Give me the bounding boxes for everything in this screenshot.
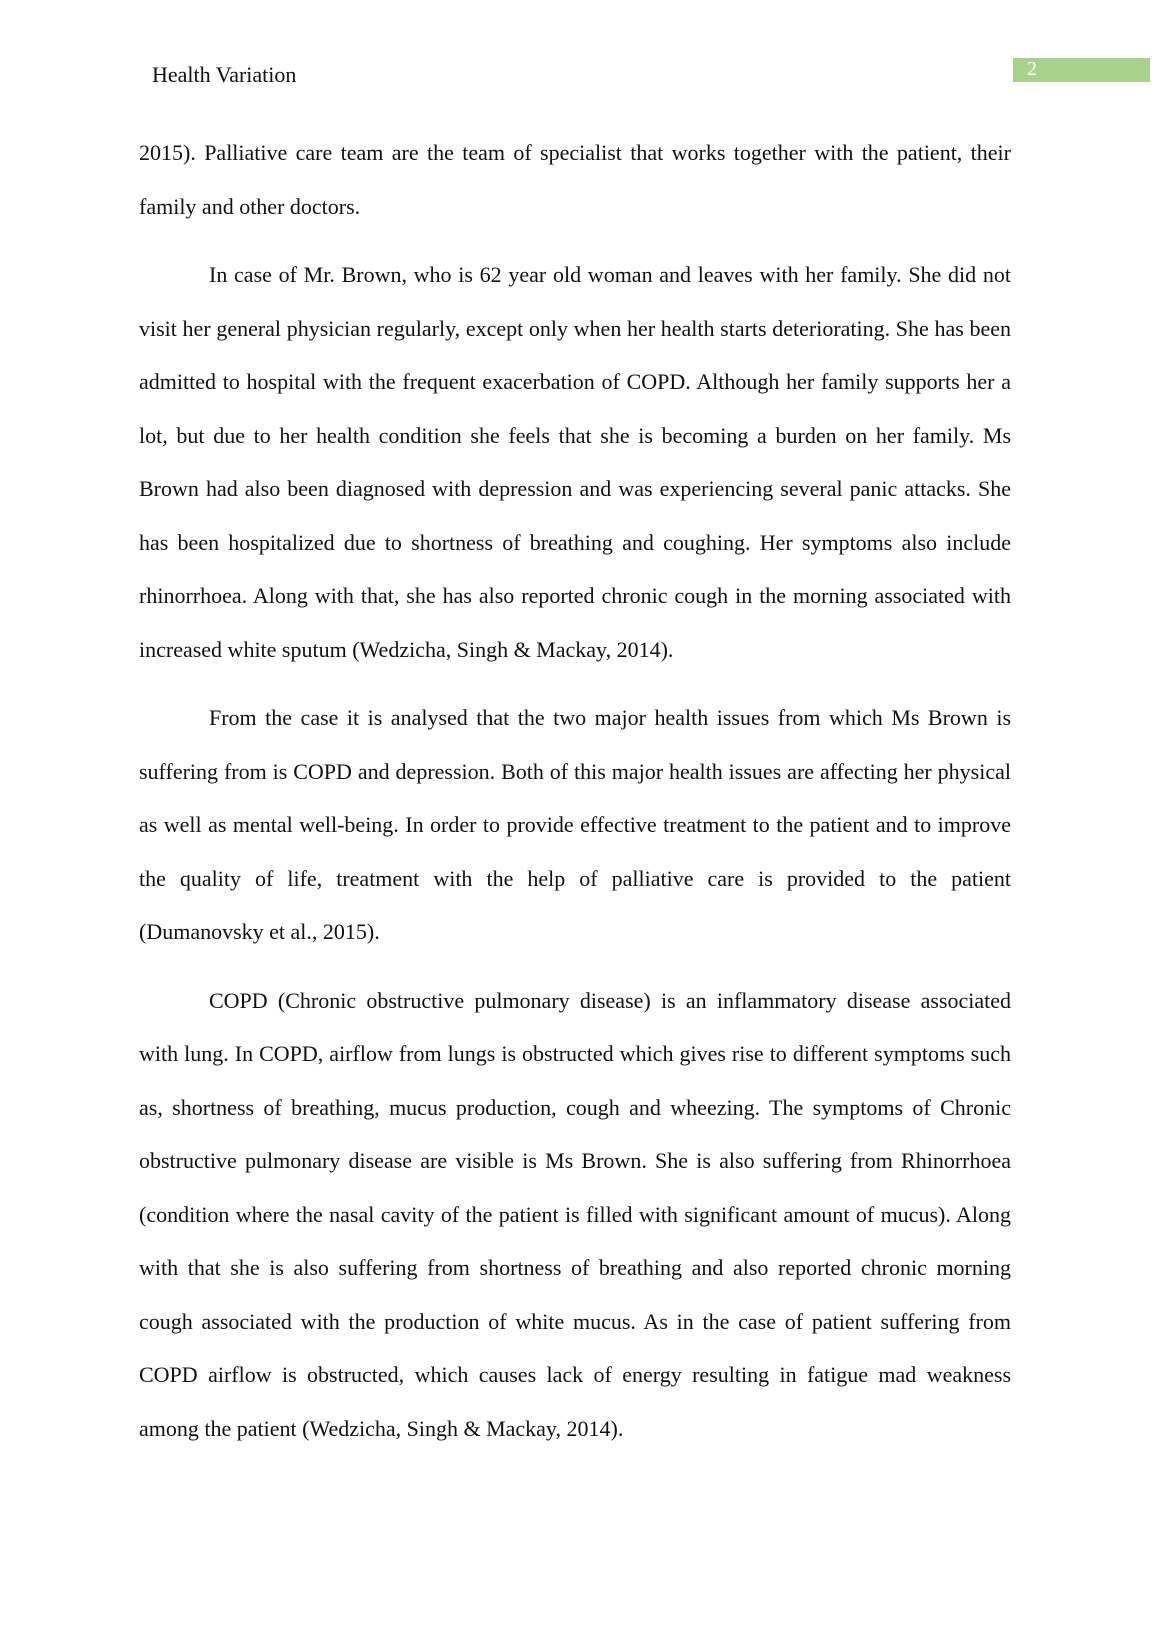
document-body	[139, 126, 1011, 1470]
paragraph-copd-explanation: COPD (Chronic obstructive pulmonary disease) is an inflammatory disease associated with lung. In COPD, airflow from lungs is obstructed which gives rise to different symptoms such as, shortness of breathing, mucus production, cough and wheezing. The symptoms of Chronic obstructive pulmonary disease are visible is Ms Brown. She is also suffering from Rhinorrhoea (condition where the nasal cavity of the patient is filled with significant amount of mucus). Along with that she is also suffering from shortness of breathing and also reported chronic morning cough associated with the production of white mucus. As in the case of patient suffering from COPD airflow is obstructed, which causes lack of energy resulting in fatigue mad weakness among the patient (Wedzicha, Singh & Mackay, 2014).	[139, 987, 1011, 1441]
running-head-title: Health Variation	[152, 62, 297, 87]
page-number: 2	[1027, 58, 1037, 80]
paragraph-case-description: In case of Mr. Brown, who is 62 year old woman and leaves with her family. She did not visit her general physician regularly, except only when her health starts deteriorating. She has been admitted to hospital with the frequent exacerbation of COPD. Although her family supports her a lot, but due to her health condition she feels that she is becoming a burden on her family. Ms Brown had also been diagnosed with depression and was experiencing several panic attacks. She has been hospitalized due to shortness of breathing and coughing. Her symptoms also include rhinorrhoea. Along with that, she has also reported chronic cough in the morning associated with increased white sputum (Wedzicha, Singh & Mackay, 2014).	[139, 262, 1011, 662]
paragraph-continuation: 2015). Palliative care team are the team of specialist that works together with the patient, their family and other doctors.	[139, 140, 1011, 219]
paragraph-case-analysis: From the case it is analysed that the two major health issues from which Ms Brown is suffering from is COPD and depression. Both of this major health issues are affecting her physical as well as mental well-being. In order to provide effective treatment to the patient and to improve the quality of life, treatment with the help of palliative care is provided to the patient (Dumanovsky et al., 2015).	[139, 705, 1011, 944]
page-number-badge	[1013, 58, 1150, 82]
